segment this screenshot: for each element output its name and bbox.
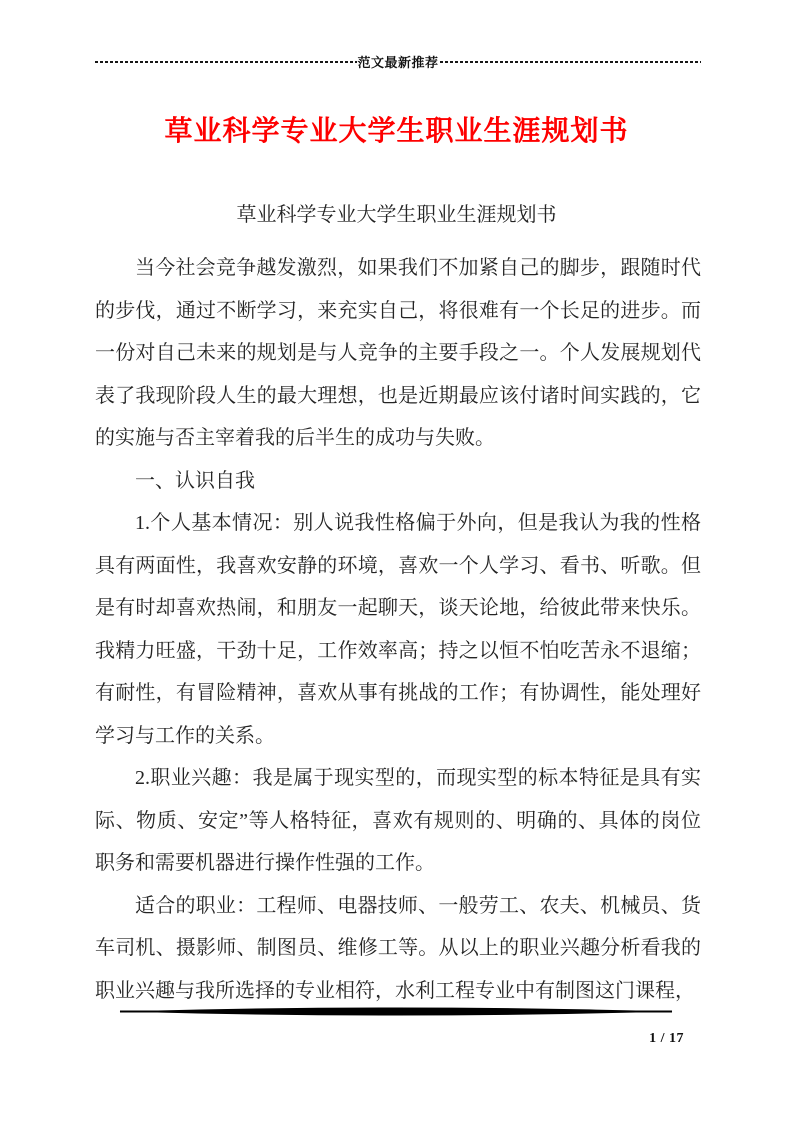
header-dashed-rule-right	[440, 61, 702, 63]
document-body	[95, 247, 701, 1012]
paragraph-intro: 当今社会竞争越发激烈，如果我们不加紧自己的脚步，跟随时代的步伐，通过不断学习，来充实自己，将很难有一个长足的进步。而一份对自己未来的规划是与人竞争的主要手段之一。个人发展规划代表了我现阶段人生的最大理想，也是近期最应该付诸时间实践的，它的实施与否主宰着我的后半生的成功与失败。	[95, 257, 701, 449]
footer-divider-bar	[119, 1005, 673, 1018]
page-number: 1 / 17	[649, 1031, 684, 1046]
document-title: 草业科学专业大学生职业生涯规划书	[164, 115, 629, 147]
document-subtitle: 草业科学专业大学生职业生涯规划书	[236, 204, 557, 226]
header-dashed-rule-left	[95, 61, 357, 63]
paragraph-suitable-jobs: 适合的职业：工程师、电器技师、一般劳工、农夫、机械员、货车司机、摄影师、制图员、维修工等。从以上的职业兴趣分析看我的职业兴趣与我所选择的专业相符，水利工程专业中有制图这门课程，	[95, 894, 701, 1002]
header-recommend-label: 范文最新推荐	[357, 55, 439, 70]
page-header	[95, 52, 701, 71]
section-heading-know-myself: 一、认识自我	[135, 469, 255, 492]
paragraph-personal-basic-info: 1.个人基本情况：别人说我性格偏于外向，但是我认为我的性格具有两面性，我喜欢安静的环境，喜欢一个人学习、看书、听歌。但是有时却喜欢热闹，和朋友一起聊天，谈天论地，给彼此带来快乐。我精力旺盛，干劲十足，工作效率高；持之以恒不怕吃苦永不退缩；有耐性，有冒险精神，喜欢从事有挑战的工作；有协调性，能处理好学习与工作的关系。	[95, 512, 701, 747]
paragraph-career-interest: 2.职业兴趣：我是属于现实型的，而现实型的标本特征是具有实际、物质、安定”等人格特征，喜欢有规则的、明确的、具体的岗位职务和需要机器进行操作性强的工作。	[95, 767, 701, 874]
